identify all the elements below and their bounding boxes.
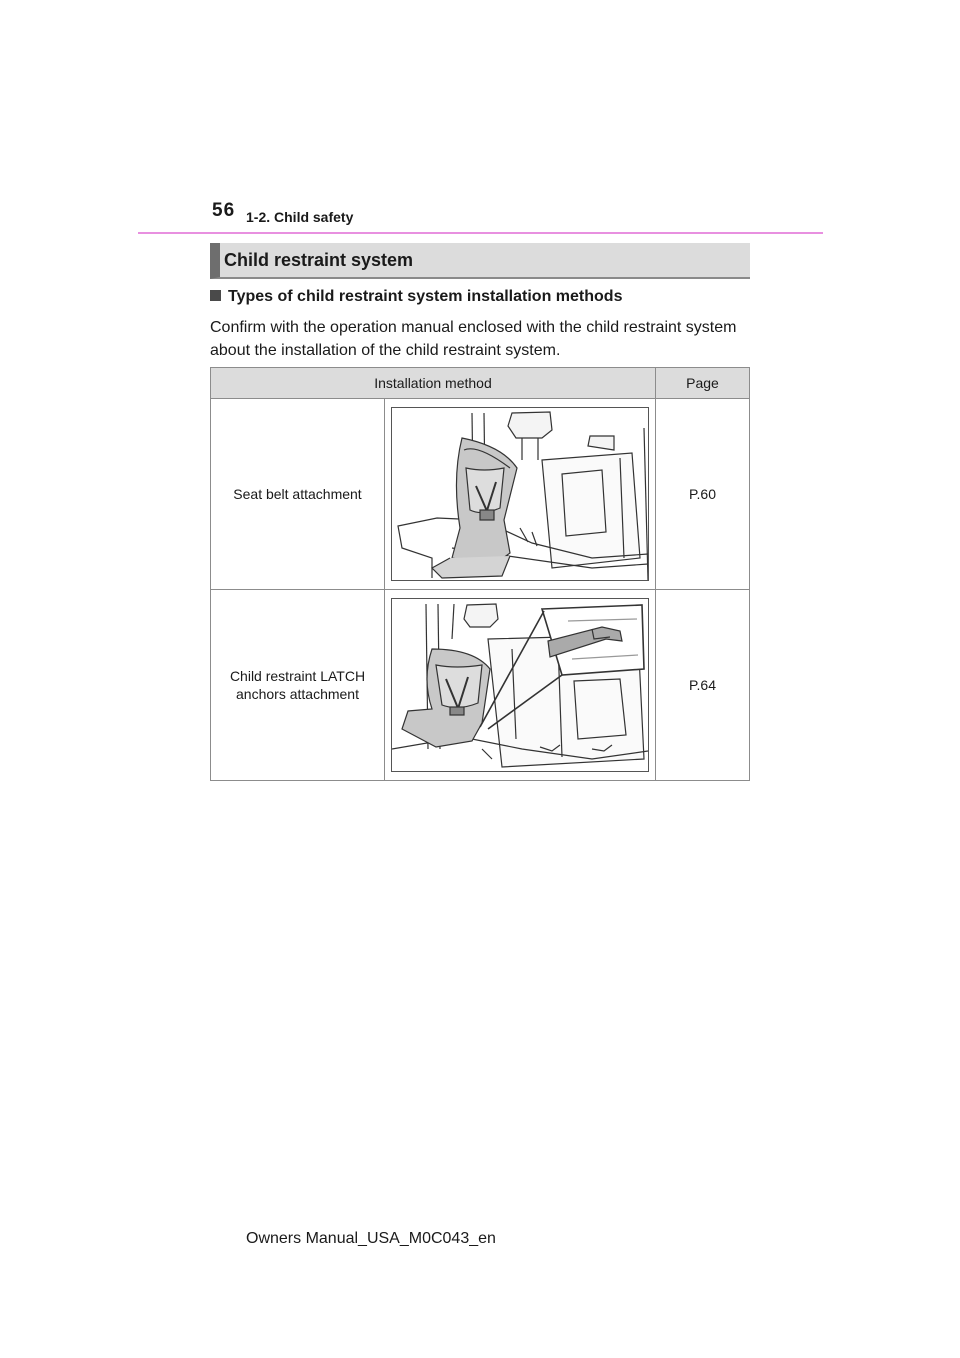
table-row: [211, 399, 750, 590]
method-cell: [211, 590, 385, 781]
page-cell: P.64: [656, 590, 750, 781]
installation-method-table: [210, 367, 750, 781]
subheading: [210, 288, 622, 306]
header-rule: [138, 232, 823, 234]
footer-document-id: Owners Manual_USA_M0C043_en: [246, 1230, 496, 1247]
header-installation-method: Installation method: [211, 368, 656, 399]
table-row: [211, 590, 750, 781]
illustration-cell: [385, 399, 656, 590]
seat-belt-attachment-illustration: [391, 407, 649, 581]
section-banner: [210, 243, 750, 279]
subheading-text: Types of child restraint system installation methods: [228, 288, 623, 305]
illustration-cell: [385, 590, 656, 781]
page-cell: P.60: [656, 399, 750, 590]
table-header-row: [211, 368, 750, 399]
square-bullet-icon: [210, 290, 221, 301]
page-number: 56: [212, 200, 236, 221]
section-title: Child restraint system: [224, 250, 414, 270]
section-label: 1-2. Child safety: [246, 209, 354, 225]
method-text: Child restraint LATCH anchors attachment: [229, 668, 366, 702]
header-page: Page: [656, 368, 750, 399]
intro-paragraph: Confirm with the operation manual enclosed with the child restraint system about the installation of the child restraint system.: [210, 319, 737, 359]
method-cell: Seat belt attachment: [211, 399, 385, 590]
latch-anchors-attachment-illustration: [391, 598, 649, 772]
